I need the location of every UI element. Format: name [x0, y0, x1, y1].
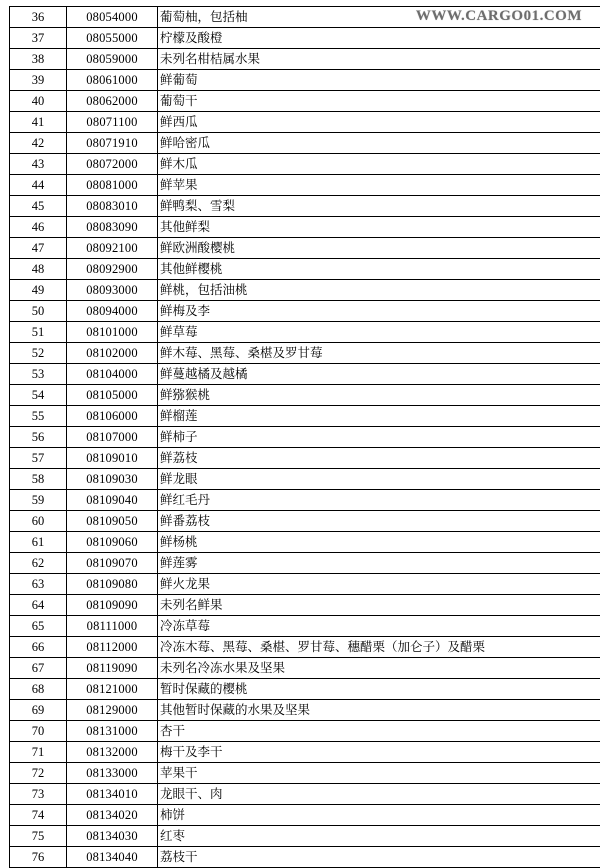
table-row: [10, 700, 600, 721]
table-row: [10, 301, 600, 322]
commodity-name: 鲜红毛丹: [158, 490, 600, 511]
table-row: [10, 238, 600, 259]
table-row: [10, 847, 600, 868]
row-index: 54: [10, 385, 67, 406]
commodity-name: 其他鲜梨: [158, 217, 600, 238]
commodity-name: 鲜火龙果: [158, 574, 600, 595]
table-row: [10, 385, 600, 406]
commodity-name: 未列名鲜果: [158, 595, 600, 616]
commodity-name: 冷冻草莓: [158, 616, 600, 637]
commodity-code: 08094000: [67, 301, 158, 322]
table-row: [10, 175, 600, 196]
table-row: [10, 616, 600, 637]
row-index: 44: [10, 175, 67, 196]
commodity-name: 葡萄干: [158, 91, 600, 112]
commodity-name: 未列名柑桔属水果: [158, 49, 600, 70]
commodity-code: 08105000: [67, 385, 158, 406]
commodity-name: 未列名冷冻水果及坚果: [158, 658, 600, 679]
commodity-name: 鲜柿子: [158, 427, 600, 448]
table-row: [10, 679, 600, 700]
row-index: 51: [10, 322, 67, 343]
commodity-name: 鲜龙眼: [158, 469, 600, 490]
commodity-name: 鲜葡萄: [158, 70, 600, 91]
row-index: 52: [10, 343, 67, 364]
row-index: 49: [10, 280, 67, 301]
table-row: [10, 637, 600, 658]
commodity-code: 08083090: [67, 217, 158, 238]
row-index: 58: [10, 469, 67, 490]
commodity-code: 08092900: [67, 259, 158, 280]
commodity-name: 鲜木瓜: [158, 154, 600, 175]
commodity-code: 08111000: [67, 616, 158, 637]
row-index: 57: [10, 448, 67, 469]
commodity-code: 08107000: [67, 427, 158, 448]
table-row: [10, 805, 600, 826]
table-row: [10, 490, 600, 511]
commodity-name: 龙眼干、肉: [158, 784, 600, 805]
commodity-code: 08055000: [67, 28, 158, 49]
commodity-name: 鲜木莓、黑莓、桑椹及罗甘莓: [158, 343, 600, 364]
table-row: [10, 70, 600, 91]
commodity-name: 鲜苹果: [158, 175, 600, 196]
table-row: [10, 721, 600, 742]
table-row: [10, 784, 600, 805]
commodity-name: 其他暂时保藏的水果及坚果: [158, 700, 600, 721]
row-index: 60: [10, 511, 67, 532]
commodity-code: 08054000: [67, 7, 158, 28]
table-row: [10, 742, 600, 763]
row-index: 42: [10, 133, 67, 154]
commodity-name: 暂时保藏的樱桃: [158, 679, 600, 700]
commodity-name: 其他鲜樱桃: [158, 259, 600, 280]
row-index: 76: [10, 847, 67, 868]
watermark-text: WWW.CARGO01.COM: [416, 8, 582, 25]
commodity-code: 08109080: [67, 574, 158, 595]
commodity-name: 鲜西瓜: [158, 112, 600, 133]
table-row: [10, 364, 600, 385]
commodity-name: 红枣: [158, 826, 600, 847]
commodity-name: 柠檬及酸橙: [158, 28, 600, 49]
commodity-code: 08109010: [67, 448, 158, 469]
commodity-name: 鲜哈密瓜: [158, 133, 600, 154]
commodity-code: 08109030: [67, 469, 158, 490]
row-index: 70: [10, 721, 67, 742]
table-row: [10, 196, 600, 217]
commodity-code: 08132000: [67, 742, 158, 763]
commodity-code: 08119090: [67, 658, 158, 679]
row-index: 55: [10, 406, 67, 427]
commodity-name: 鲜草莓: [158, 322, 600, 343]
row-index: 62: [10, 553, 67, 574]
table-row: [10, 826, 600, 847]
table-row: [10, 553, 600, 574]
commodity-name: 梅干及李干: [158, 742, 600, 763]
commodity-code: 08101000: [67, 322, 158, 343]
commodity-code: 08072000: [67, 154, 158, 175]
commodity-name: 葡萄柚，包括柚: [158, 7, 600, 28]
commodity-name: 杏干: [158, 721, 600, 742]
row-index: 69: [10, 700, 67, 721]
commodity-code: 08133000: [67, 763, 158, 784]
commodity-name: 鲜梅及李: [158, 301, 600, 322]
row-index: 68: [10, 679, 67, 700]
commodity-name: 鲜荔枝: [158, 448, 600, 469]
commodity-code: 08109040: [67, 490, 158, 511]
commodity-name: 鲜鸭梨、雪梨: [158, 196, 600, 217]
commodity-name: 鲜猕猴桃: [158, 385, 600, 406]
commodity-code: 08061000: [67, 70, 158, 91]
table-row: [10, 427, 600, 448]
commodity-code: 08093000: [67, 280, 158, 301]
row-index: 53: [10, 364, 67, 385]
commodity-code: 08131000: [67, 721, 158, 742]
commodity-name: 鲜番荔枝: [158, 511, 600, 532]
commodity-name: 鲜桃，包括油桃: [158, 280, 600, 301]
commodity-code: 08109090: [67, 595, 158, 616]
commodity-name: 鲜蔓越橘及越橘: [158, 364, 600, 385]
table-row: [10, 49, 600, 70]
row-index: 48: [10, 259, 67, 280]
row-index: 40: [10, 91, 67, 112]
row-index: 65: [10, 616, 67, 637]
table-row: [10, 154, 600, 175]
commodity-code: 08092100: [67, 238, 158, 259]
table-row: [10, 469, 600, 490]
commodity-code: 08112000: [67, 637, 158, 658]
row-index: 74: [10, 805, 67, 826]
row-index: 37: [10, 28, 67, 49]
row-index: 45: [10, 196, 67, 217]
row-index: 72: [10, 763, 67, 784]
table-row: [10, 28, 600, 49]
commodity-name: 鲜杨桃: [158, 532, 600, 553]
row-index: 47: [10, 238, 67, 259]
row-index: 71: [10, 742, 67, 763]
table-body: [10, 7, 600, 868]
commodity-code: 08083010: [67, 196, 158, 217]
commodity-code: 08134030: [67, 826, 158, 847]
commodity-name: 冷冻木莓、黑莓、桑椹、罗甘莓、穗醋栗（加仑子）及醋栗: [158, 637, 600, 658]
row-index: 46: [10, 217, 67, 238]
commodity-name: 鲜榴莲: [158, 406, 600, 427]
row-index: 75: [10, 826, 67, 847]
commodity-code: 08062000: [67, 91, 158, 112]
row-index: 61: [10, 532, 67, 553]
commodity-name: 柿饼: [158, 805, 600, 826]
row-index: 73: [10, 784, 67, 805]
commodity-name: 鲜莲雾: [158, 553, 600, 574]
commodity-code: 08121000: [67, 679, 158, 700]
row-index: 38: [10, 49, 67, 70]
row-index: 39: [10, 70, 67, 91]
commodity-code: 08109060: [67, 532, 158, 553]
commodity-code: 08129000: [67, 700, 158, 721]
commodity-code: 08081000: [67, 175, 158, 196]
row-index: 41: [10, 112, 67, 133]
table-row: [10, 511, 600, 532]
table-row: [10, 133, 600, 154]
commodity-name: 鲜欧洲酸樱桃: [158, 238, 600, 259]
table-row: [10, 112, 600, 133]
row-index: 36: [10, 7, 67, 28]
commodity-code: 08059000: [67, 49, 158, 70]
row-index: 63: [10, 574, 67, 595]
commodity-code: 08134010: [67, 784, 158, 805]
table-row: [10, 658, 600, 679]
commodity-name: 苹果干: [158, 763, 600, 784]
table-row: [10, 763, 600, 784]
table-row: [10, 532, 600, 553]
row-index: 43: [10, 154, 67, 175]
table-row: [10, 574, 600, 595]
commodity-name: 荔枝干: [158, 847, 600, 868]
row-index: 50: [10, 301, 67, 322]
table-row: [10, 259, 600, 280]
hs-code-table: [9, 6, 600, 868]
table-row: [10, 280, 600, 301]
commodity-code: 08071910: [67, 133, 158, 154]
table-row: [10, 91, 600, 112]
row-index: 67: [10, 658, 67, 679]
commodity-code: 08104000: [67, 364, 158, 385]
commodity-code: 08134040: [67, 847, 158, 868]
row-index: 66: [10, 637, 67, 658]
commodity-code: 08102000: [67, 343, 158, 364]
commodity-code: 08109070: [67, 553, 158, 574]
table-row: [10, 595, 600, 616]
row-index: 59: [10, 490, 67, 511]
table-row: [10, 322, 600, 343]
table-row: [10, 217, 600, 238]
commodity-code: 08071100: [67, 112, 158, 133]
commodity-code: 08109050: [67, 511, 158, 532]
commodity-code: 08106000: [67, 406, 158, 427]
commodity-code: 08134020: [67, 805, 158, 826]
row-index: 56: [10, 427, 67, 448]
table-row: [10, 448, 600, 469]
table-row: [10, 343, 600, 364]
table-row: [10, 406, 600, 427]
row-index: 64: [10, 595, 67, 616]
